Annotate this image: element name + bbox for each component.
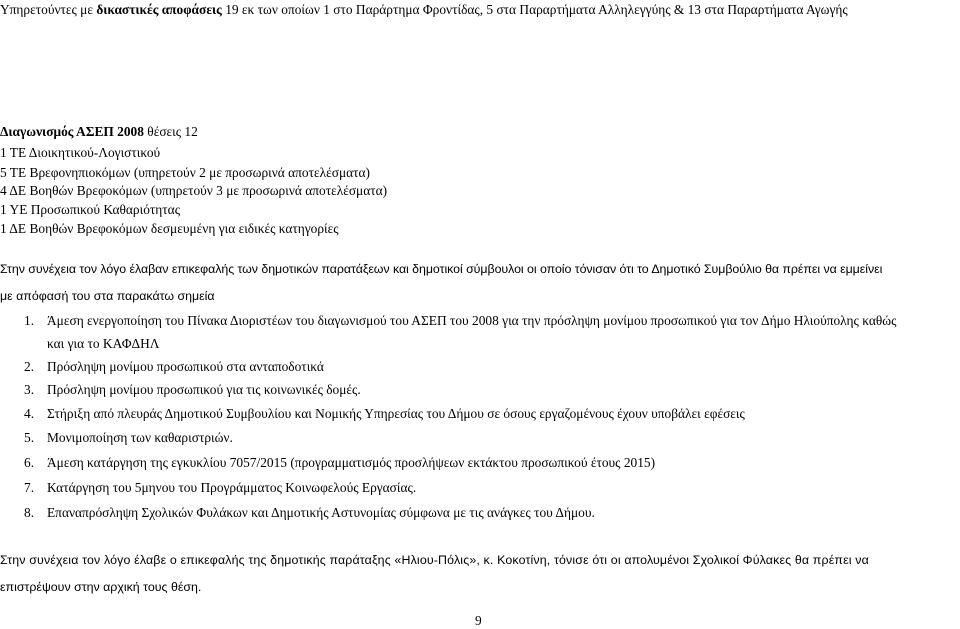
intro-line-pre: Υπηρετούντες με [0, 2, 97, 17]
point-number: 2. [24, 359, 35, 374]
point-text: Επαναπρόσληψη Σχολικών Φυλάκων και Δημοτικής Αστυνομίας σύμφωνα με τις ανάγκες του Δήμου. [47, 505, 595, 520]
intro-line-post: 19 εκ των οποίων 1 στο Παράρτημα Φροντίδας, 5 στα Παραρτήματα Αλληλεγγύης & 13 στα Παραρτήματα Αγωγής [221, 2, 848, 17]
competition-item: 4 ΔΕ Βοηθών Βρεφοκόμων (υπηρετούν 3 με προσωρινά αποτελέσματα) [0, 183, 388, 198]
paragraph1-line2: με απόφασή του στα παρακάτω σημεία [0, 289, 215, 303]
point-number: 6. [24, 455, 35, 470]
point-text-continued: και για το ΚΑΦΔΗΛ [47, 336, 160, 351]
paragraph1-line1: Στην συνέχεια τον λόγο έλαβαν επικεφαλής των δημοτικών παρατάξεων και δημοτικοί σύμβουλοι οι οποίο τόνισαν ότι το Δημοτικό Συμβούλιο θα πρέπει να εμμείνει [0, 262, 883, 276]
competition-item: 1 ΥΕ Προσωπικού Καθαριότητας [0, 202, 180, 217]
point-text: Πρόσληψη μονίμου προσωπικού για τις κοινωνικές δομές. [47, 382, 361, 397]
point-text: Κατάργηση του 5μηνου του Προγράμματος Κοινωφελούς Εργασίας. [47, 480, 417, 495]
point-text: Πρόσληψη μονίμου προσωπικού στα ανταποδοτικά [47, 359, 324, 374]
paragraph2-line1: Στην συνέχεια τον λόγο έλαβε ο επικεφαλής της δημοτικής παράταξης «Ηλιου-Πόλις», κ. Κοκοτίνη, τόνισε ότι οι απολυμένοι Σχολικοί Φύλακες θα πρέπει να [0, 553, 869, 567]
competition-title [0, 124, 198, 140]
point-text: Άμεση ενεργοποίηση του Πίνακα Διοριστέων του διαγωνισμού του ΑΣΕΠ του 2008 για την πρόσληψη μονίμου προσωπικού για τον Δήμο Ηλιούπολης καθώς [47, 313, 897, 328]
competition-item: 5 ΤΕ Βρεφονηπιοκόμων (υπηρετούν 2 με προσωρινά αποτελέσματα) [0, 165, 371, 180]
intro-line [0, 2, 848, 18]
paragraph2-line2: επιστρέψουν στην αρχική τους θέση. [0, 580, 202, 594]
point-number: 5. [24, 430, 35, 445]
page-number: 9 [475, 613, 482, 628]
competition-item: 1 ΤΕ Διοικητικού-Λογιστικού [0, 145, 161, 160]
point-number: 1. [24, 313, 35, 328]
competition-item: 1 ΔΕ Βοηθών Βρεφοκόμων δεσμευμένη για ειδικές κατηγορίες [0, 221, 339, 236]
point-number: 8. [24, 505, 35, 520]
point-text: Άμεση κατάργηση της εγκυκλίου 7057/2015 (προγραμματισμός προσλήψεων εκτάκτου προσωπικού έτους 2015) [47, 455, 656, 470]
competition-title-rest: θέσεις 12 [143, 124, 198, 139]
intro-line-bold: δικαστικές αποφάσεις [96, 2, 222, 17]
point-number: 7. [24, 480, 35, 495]
point-text: Στήριξη από πλευράς Δημοτικού Συμβουλίου και Νομικής Υπηρεσίας του Δήμου σε όσους εργαζομένους έχουν υποβάλει εφέσεις [47, 406, 745, 421]
point-number: 3. [24, 382, 35, 397]
point-text: Μονιμοποίηση των καθαριστριών. [47, 430, 233, 445]
point-number: 4. [24, 406, 35, 421]
competition-title-bold: Διαγωνισμός ΑΣΕΠ 2008 [0, 124, 144, 139]
